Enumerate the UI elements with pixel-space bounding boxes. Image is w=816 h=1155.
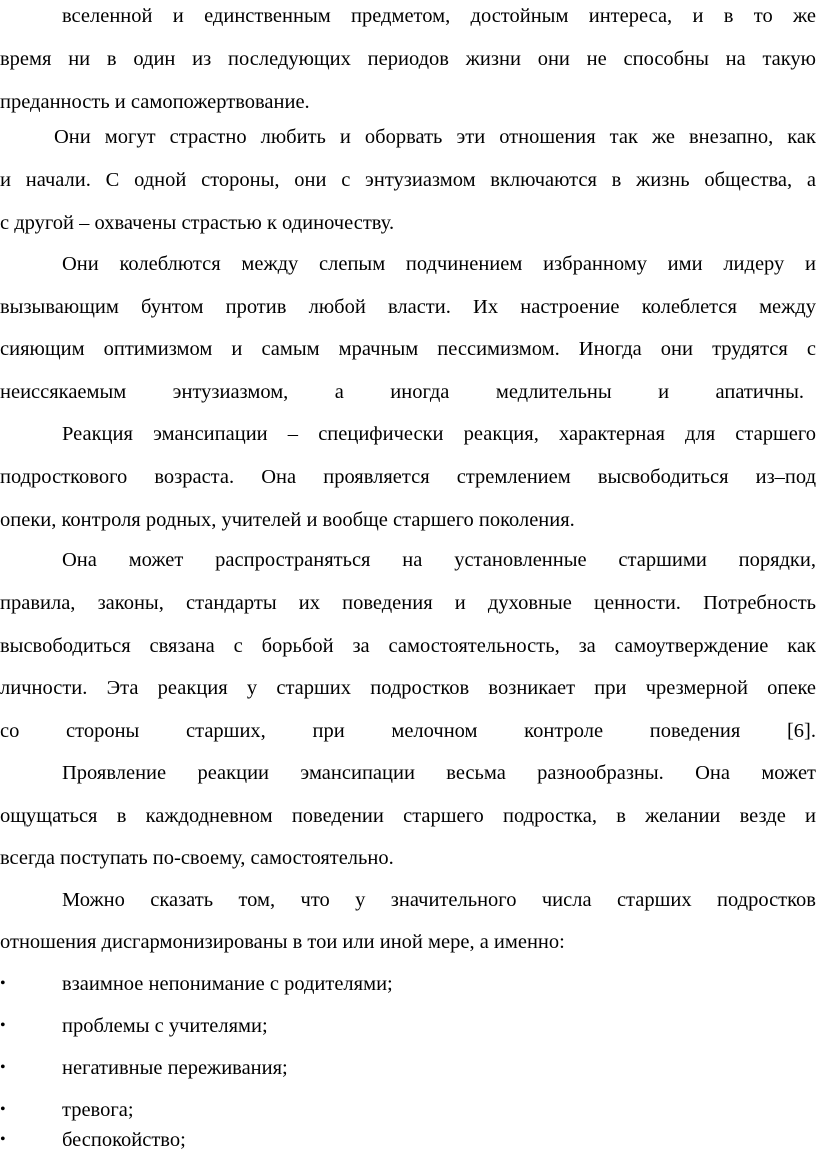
text-line: отношения дисгармонизированы в тои или иной мере, а именно:	[0, 931, 565, 953]
bullet-text: беспокойство;	[62, 1129, 186, 1151]
text-line: вызывающим бунтом против любой власти. Их настроение колеблется между	[0, 296, 816, 318]
text-line: Можно сказать том, что у значительного числа старших подростков	[62, 889, 816, 911]
bullet-item	[0, 1014, 816, 1038]
text-line: сияющим оптимизмом и самым мрачным пессимизмом. Иногда они трудятся с	[0, 338, 816, 360]
bullet-item	[0, 1056, 816, 1080]
text-line: Они могут страстно любить и оборвать эти отношения так же внезапно, как	[54, 126, 816, 148]
bullet-text: проблемы с учителями;	[62, 1015, 268, 1037]
text-line: Реакция эмансипации – специфически реакция, характерная для старшего	[62, 423, 816, 445]
bullet-text: взаимное непонимание с родителями;	[62, 973, 393, 995]
text-line: Она может распространяться на установленные старшими порядки,	[62, 549, 816, 571]
bullet-text: тревога;	[62, 1099, 134, 1121]
text-line: ощущаться в каждодневном поведении старшего подростка, в желании везде и	[0, 805, 816, 827]
text-line: подросткового возраста. Она проявляется стремлением высвободиться из–под	[0, 466, 816, 488]
text-line: Они колеблются между слепым подчинением избранному ими лидеру и	[62, 253, 816, 275]
text-line: высвободиться связана с борьбой за самостоятельность, за самоутверждение как	[0, 635, 816, 657]
text-line: опеки, контроля родных, учителей и вообще старшего поколения.	[0, 509, 575, 531]
text-line: преданность и самопожертвование.	[0, 91, 310, 113]
text-line: неиссякаемым энтузиазмом, а иногда медлительны и апатичны.	[0, 381, 804, 403]
text-line: правила, законы, стандарты их поведения и духовные ценности. Потребность	[0, 592, 816, 614]
bullet-icon: •	[0, 1101, 6, 1118]
bullet-icon: •	[0, 1059, 6, 1076]
bullet-icon: •	[0, 1131, 6, 1148]
text-line: личности. Эта реакция у старших подростков возникает при чрезмерной опеке	[0, 677, 816, 699]
text-line: вселенной и единственным предметом, достойным интереса, и в то же	[62, 5, 816, 27]
text-line: время ни в один из последующих периодов жизни они не способны на такую	[0, 48, 816, 70]
bullet-icon: •	[0, 975, 6, 992]
text-line: Проявление реакции эмансипации весьма разнообразны. Она может	[62, 762, 816, 784]
bullet-item	[0, 972, 816, 996]
bullet-item	[0, 1128, 816, 1152]
bullet-text: негативные переживания;	[62, 1057, 288, 1079]
bullet-item	[0, 1098, 816, 1122]
text-line: всегда поступать по-своему, самостоятельно.	[0, 847, 394, 869]
bullet-icon: •	[0, 1017, 6, 1034]
text-line: с другой – охвачены страстью к одиночеству.	[0, 212, 395, 234]
text-line: со стороны старших, при мелочном контроле поведения [6].	[0, 720, 816, 742]
text-line: и начали. С одной стороны, они с энтузиазмом включаются в жизнь общества, а	[0, 169, 816, 191]
